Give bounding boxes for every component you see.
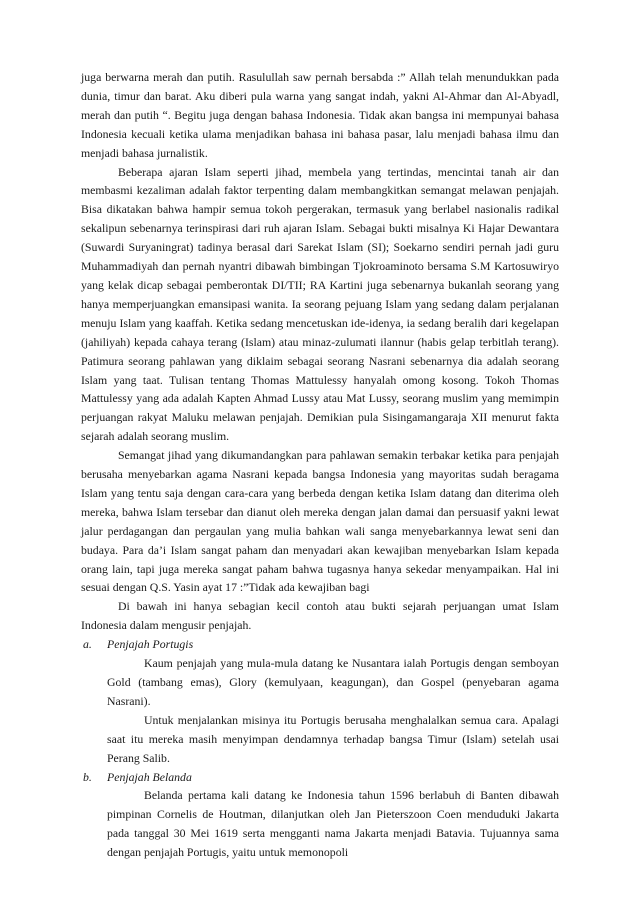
list-item-paragraph: Kaum penjajah yang mula-mula datang ke Nusantara ialah Portugis dengan semboyan Gold (tambang emas), Glory (kemulyaan, keagungan), dan Gospel (penyebaran agama Nasrani). bbox=[107, 656, 559, 708]
list-marker: a. bbox=[83, 637, 92, 652]
list-item-title: Penjajah Belanda bbox=[107, 769, 192, 784]
colonizer-list bbox=[81, 635, 559, 862]
paragraph-examples-intro: Di bawah ini hanya sebagian kecil contoh atau bukti sejarah perjuangan umat Islam Indonesia dalam mengusir penjajah. bbox=[81, 599, 559, 633]
list-item-paragraph: Belanda pertama kali datang ke Indonesia tahun 1596 berlabuh di Banten dibawah pimpinan Cornelis de Houtman, dilanjutkan oleh Jan Pieterszoon Coen menduduki Jakarta pada tanggal 30 Mei 1619 serta mengganti nama Jakarta menjadi Batavia. Tujuannya sama dengan penjajah Portugis, yaitu untuk memonopoli bbox=[107, 788, 559, 860]
list-item-paragraph: Untuk menjalankan misinya itu Portugis berusaha menghalalkan semua cara. Apalagi saat itu mereka masih menyimpan dendamnya terhadap bangsa Timur (Islam) setelah usai Perang Salib. bbox=[107, 712, 559, 765]
list-item-title: Penjajah Portugis bbox=[107, 637, 194, 652]
list-item-portugis bbox=[81, 635, 559, 767]
list-marker: b. bbox=[83, 769, 92, 784]
document-body bbox=[81, 68, 559, 862]
list-item-belanda bbox=[81, 768, 559, 863]
paragraph-continuation: juga berwarna merah dan putih. Rasulullah saw pernah bersabda :” Allah telah menundukkan pada dunia, timur dan barat. Aku diberi pula warna yang sangat indah, yakni Al-Ahmar dan Al-Abyadl, merah dan putih “. Begitu juga dengan bahasa Indonesia. Tidak akan bangsa ini mempunyai bahasa Indonesia kecuali ketika ulama menjadikan bahasa ini bahasa pasar, lalu menjadi bahasa ilmu dan menjadi bahasa jurnalistik. bbox=[81, 70, 559, 160]
paragraph-jihad-spirit: Semangat jihad yang dikumandangkan para pahlawan semakin terbakar ketika para penjajah berusaha menyebarkan agama Nasrani kepada bangsa Indonesia yang mayoritas sudah beragama Islam yang tentu saja dengan cara-cara yang berbeda dengan ketika Islam datang dan diterima oleh mereka, bahwa Islam tersebar dan dianut oleh mereka dengan jalan damai dan persuasif yakni lewat jalur perdagangan dan pergaulan yang mulia bahkan wali sanga menyebarkannya lewat seni dan budaya. Para da’i Islam sangat paham dan menyadari akan kewajiban menyebarkan Islam kepada orang lain, tapi juga mereka sangat paham bahwa tugasnya hanya sekedar menyampaikan. Hal ini sesuai dengan Q.S. Yasin ayat 17 :”Tidak ada kewajiban bagi bbox=[81, 448, 559, 595]
paragraph-islamic-teachings: Beberapa ajaran Islam seperti jihad, membela yang tertindas, mencintai tanah air dan membasmi kezaliman adalah faktor terpenting dalam membangkitkan semangat melawan penjajah. Bisa dikatakan bahwa hampir semua tokoh pergerakan, termasuk yang berlabel nasionalis radikal sekalipun sebenarnya terinspirasi dari ruh ajaran Islam. Sebagai bukti misalnya Ki Hajar Dewantara (Suwardi Suryaningrat) tadinya berasal dari Sarekat Islam (SI); Soekarno sendiri pernah jadi guru Muhammadiyah dan pernah nyantri dibawah bimbingan Tjokroaminoto bersama S.M Kartosuwiryo yang kelak dicap sebagai pemberontak DI/TII; RA Kartini juga sebenarnya bukanlah seorang yang hanya memperjuangkan emansipasi wanita. Ia seorang pejuang Islam yang sedang dalam perjalanan menuju Islam yang kaaffah. Ketika sedang mencetuskan ide-idenya, ia sedang beralih dari kegelapan (jahiliyah) kepada cahaya terang (Islam) atau minaz-zulumati ilannur (habis gelap terbitlah terang). Patimura seorang pahlawan yang diklaim sebagai seorang Nasrani sebenarnya dia adalah seorang Islam yang taat. Tulisan tentang Thomas Mattulessy hanyalah omong kosong. Tokoh Thomas Mattulessy yang ada adalah Kapten Ahmad Lussy atau Mat Lussy, seorang muslim yang memimpin perjuangan rakyat Maluku melawan penjajah. Demikian pula Sisingamangaraja XII menurut fakta sejarah adalah seorang muslim. bbox=[81, 164, 559, 444]
